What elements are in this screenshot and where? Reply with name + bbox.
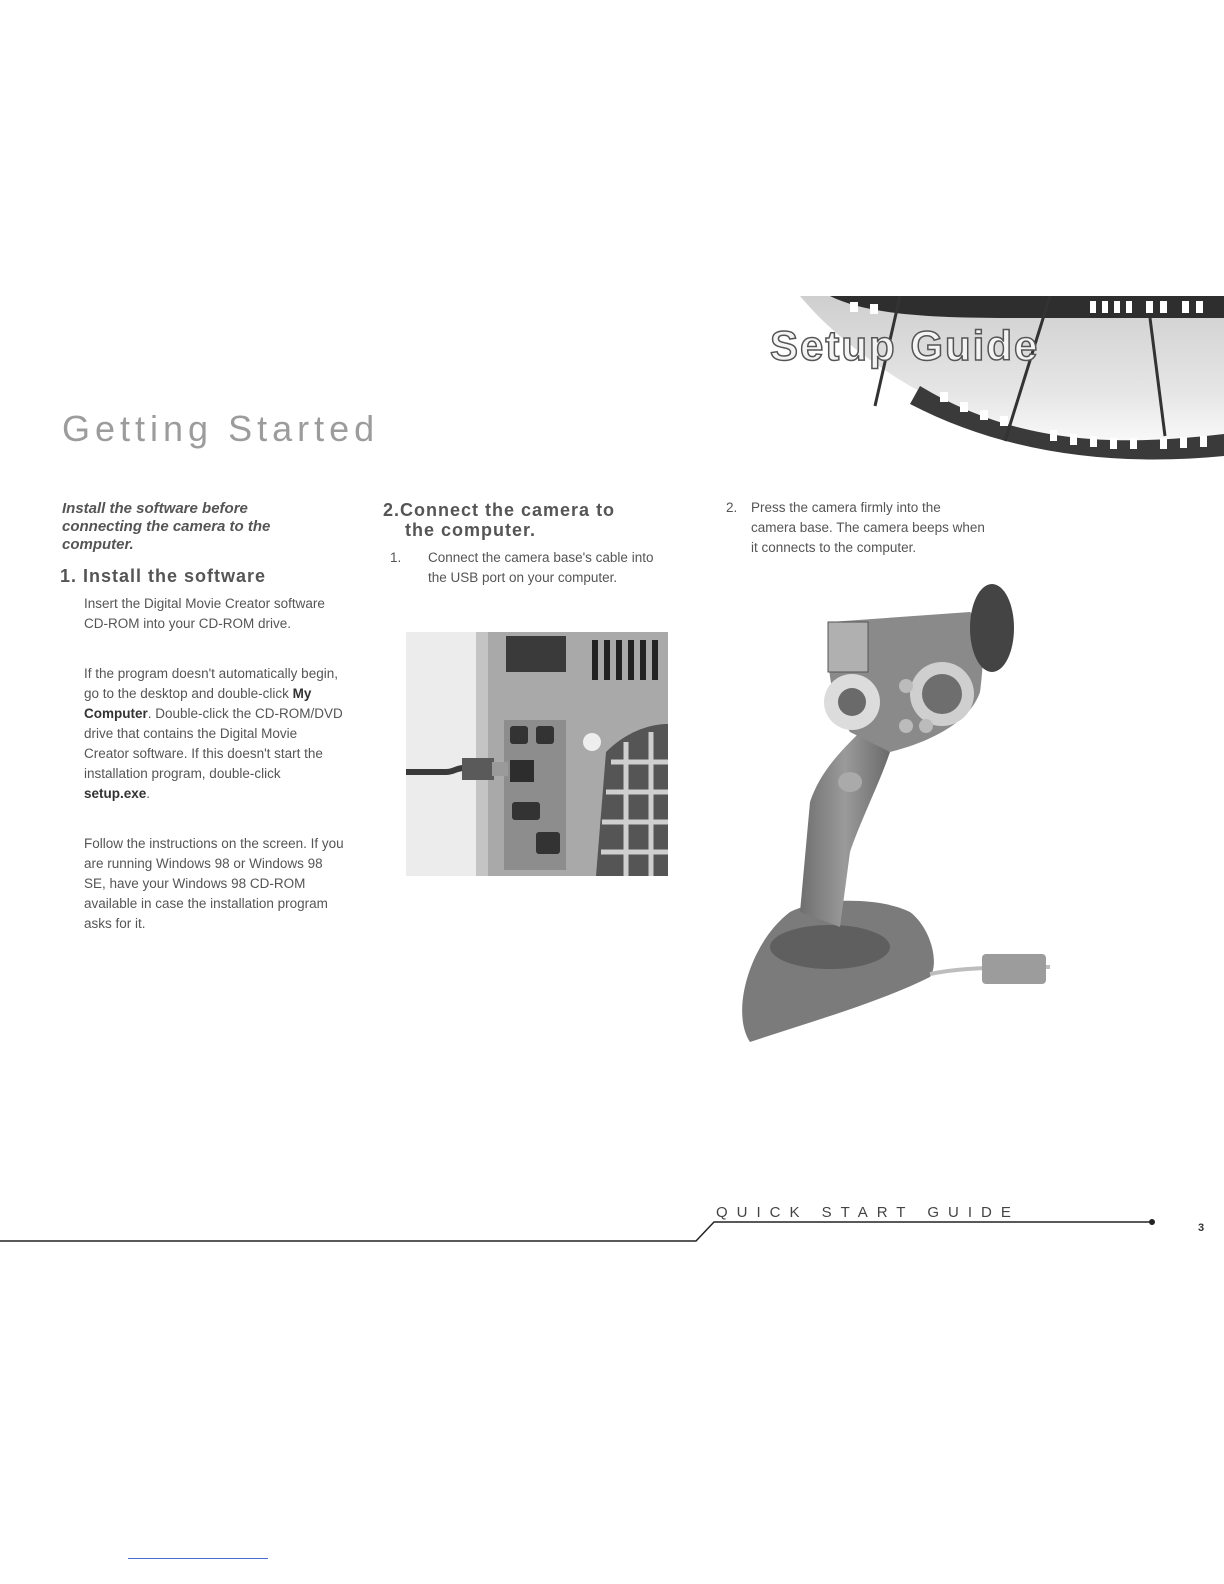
banner-title: Setup Guide bbox=[770, 322, 1040, 369]
connect-heading-line2: the computer. bbox=[405, 520, 537, 540]
bottom-link-line bbox=[128, 1558, 268, 1559]
usb-port-photo bbox=[406, 632, 668, 876]
install-paragraph-1: Insert the Digital Movie Creator software CD-ROM into your CD-ROM drive. bbox=[84, 596, 325, 631]
setup-exe-term: setup.exe bbox=[84, 786, 147, 801]
p2-text-a: If the program doesn't automatically begin, go to the desktop and double-click bbox=[84, 666, 338, 701]
step1-number: 1. bbox=[390, 550, 402, 565]
footer-rule bbox=[0, 1208, 1224, 1244]
step1-text: Connect the camera base's cable into the USB port on your computer. bbox=[428, 550, 654, 585]
p2-text-e: . bbox=[146, 786, 151, 801]
camera-in-base-photo bbox=[730, 582, 1070, 1062]
footer-label: QUICK START GUIDE bbox=[716, 1204, 1020, 1221]
connect-heading-line1: 2.Connect the camera to bbox=[383, 500, 616, 520]
install-paragraph-3: Follow the instructions on the screen. If you are running Windows 98 or Windows 98 SE, have your Windows 98 CD-ROM available in case the installation program asks for it. bbox=[84, 836, 344, 931]
install-paragraph-2 bbox=[84, 664, 344, 804]
step2-text: Press the camera firmly into the camera base. The camera beeps when it connects to the computer. bbox=[751, 500, 985, 555]
install-heading: 1. Install the software bbox=[60, 566, 267, 586]
p2-text-c: . Double-click the CD-ROM/DVD drive that contains the Digital Movie Creator software. If this doesn't start the installation program, double-click bbox=[84, 706, 343, 781]
step2-number: 2. bbox=[726, 500, 738, 515]
my-computer-term: My Computer bbox=[84, 686, 312, 721]
page-title: Getting Started bbox=[62, 408, 380, 449]
page-number: 3 bbox=[1198, 1222, 1205, 1234]
install-note: Install the software before connecting the camera to the computer. bbox=[62, 500, 271, 553]
